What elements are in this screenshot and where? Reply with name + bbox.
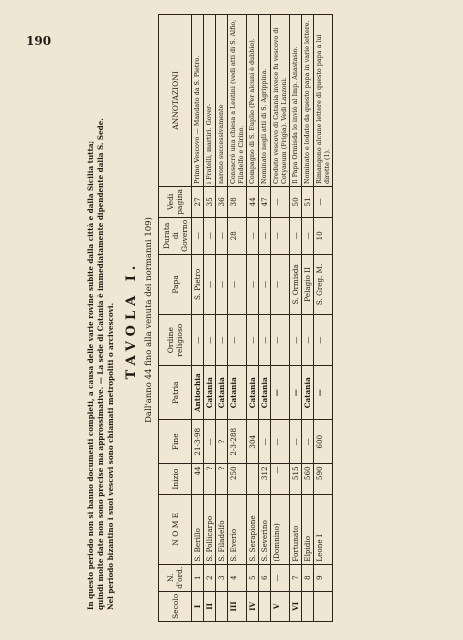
cell-durata: — — [302, 217, 314, 254]
table-body — [192, 15, 333, 622]
cell-patria: Catania — [228, 366, 247, 420]
cell-religioso: — — [216, 314, 228, 365]
cell-nome: S. Serapione — [247, 494, 259, 564]
cell-fine: 304 — [247, 420, 259, 464]
cell-papa: — — [271, 254, 290, 314]
header-secolo: Secolo — [159, 591, 192, 621]
cell-inizio: ? — [204, 464, 216, 494]
cell-religioso: — — [259, 314, 271, 365]
cell-patria: — — [290, 366, 302, 420]
header-annotazioni: ANNOTAZIONI — [159, 15, 192, 187]
cell-fine: ? — [216, 420, 228, 464]
cell-papa: Pelagio II — [302, 254, 314, 314]
cell-papa: — — [247, 254, 259, 314]
cell-pagina: — — [271, 186, 290, 217]
cell-annotazioni: Primo Vescovo — Mandato da S. Pietro. — [192, 15, 204, 187]
cell-patria: Catania — [247, 366, 259, 420]
cell-pagina: 36 — [216, 186, 228, 217]
cell-durata: 10 — [314, 217, 333, 254]
table-row — [290, 15, 302, 622]
cell-patria: Catania — [259, 366, 271, 420]
cell-secolo: I — [192, 591, 204, 621]
cell-durata: — — [290, 217, 302, 254]
cell-papa: — — [259, 254, 271, 314]
intro-line: In questo periodo non si hanno documenti completi, a causa delle varie rovine subite dalla città e dalla Sicilia tutta; — [86, 140, 95, 610]
cell-pagina: 51 — [302, 186, 314, 217]
header-durata: Durata di Governo — [159, 217, 192, 254]
cell-inizio: 590 — [314, 464, 333, 494]
cell-ordine: 9 — [314, 564, 333, 591]
table-row — [228, 15, 247, 622]
cell-secolo: IV — [247, 591, 259, 621]
cell-durata: — — [247, 217, 259, 254]
table-row — [216, 15, 228, 622]
table-row — [271, 15, 290, 622]
cell-pagina: 50 — [290, 186, 302, 217]
intro-line: Nel periodo bizantino i suoi vescovi sono chiamati metropoliti o arcivescovi. — [106, 302, 115, 610]
table-row — [192, 15, 204, 622]
cell-inizio: 312 — [259, 464, 271, 494]
cell-ordine: — — [271, 564, 290, 591]
cell-patria: Catania — [204, 366, 216, 420]
cell-religioso: — — [228, 314, 247, 365]
cell-inizio: 44 — [192, 464, 204, 494]
cell-durata: 28 — [228, 217, 247, 254]
cell-inizio — [247, 464, 259, 494]
cell-religioso: — — [290, 314, 302, 365]
table-title: TAVOLA I. — [124, 260, 139, 380]
cell-religioso: — — [314, 314, 333, 365]
header-papa: Papa — [159, 254, 192, 314]
cell-inizio: 560 — [302, 464, 314, 494]
cell-annotazioni: Nominato negli atti di S. Agrippina. — [259, 15, 271, 187]
cell-ordine: 4 — [228, 564, 247, 591]
cell-inizio: 515 — [290, 464, 302, 494]
table-subtitle: Dall'anno 44 fino alla venuta dei normanni 109) — [144, 217, 154, 423]
cell-papa: S. Greg. M. — [314, 254, 333, 314]
cell-ordine: 8 — [302, 564, 314, 591]
cell-inizio: ? — [216, 464, 228, 494]
cell-annotazioni: Rimangono alcune lettere di questo papa a lui dirette (1). — [314, 15, 333, 187]
cell-secolo — [259, 591, 271, 621]
cell-papa: — — [204, 254, 216, 314]
cell-annotazioni: Creduto vescovo di Catania invece fu vescovo di Cotyaeum (Frigia). Vedi Lanzoni. — [271, 15, 290, 187]
cell-nome: Elpidio — [302, 494, 314, 564]
cell-annotazioni: narono successivamente — [216, 15, 228, 187]
cell-papa: — — [216, 254, 228, 314]
cell-religioso: — — [302, 314, 314, 365]
cell-patria: Catania — [216, 366, 228, 420]
cell-fine: — — [259, 420, 271, 464]
cell-pagina: — — [314, 186, 333, 217]
cell-religioso: — — [271, 314, 290, 365]
cell-durata: — — [192, 217, 204, 254]
cell-fine: — — [204, 420, 216, 464]
cell-patria: Antiochia — [192, 366, 204, 420]
cell-annotazioni: i Fratelli, martiri. Gover- — [204, 15, 216, 187]
cell-religioso: — — [192, 314, 204, 365]
cell-secolo: II — [204, 591, 216, 621]
cell-secolo — [314, 591, 333, 621]
cell-nome: Leone I — [314, 494, 333, 564]
cell-secolo: VI — [290, 591, 302, 621]
cell-fine: 21-3-98 — [192, 420, 204, 464]
table-row — [314, 15, 333, 622]
cell-nome: S. Pollicarpo — [204, 494, 216, 564]
page-number: 190 — [26, 34, 52, 48]
table-row — [302, 15, 314, 622]
cell-secolo — [216, 591, 228, 621]
cell-ordine: 6 — [259, 564, 271, 591]
cell-nome: (Domnino) — [271, 494, 290, 564]
cell-ordine: 2 — [204, 564, 216, 591]
header-religioso: Ordine religioso — [159, 314, 192, 365]
cell-papa: S. Pietro — [192, 254, 204, 314]
cell-secolo — [302, 591, 314, 621]
header-nome: N O M E — [159, 494, 192, 564]
cell-pagina: 47 — [259, 186, 271, 217]
cell-inizio: 250 — [228, 464, 247, 494]
cell-nome: S. Everio — [228, 494, 247, 564]
cell-durata: — — [204, 217, 216, 254]
table-header-row — [159, 15, 192, 622]
cell-patria: — — [314, 366, 333, 420]
cell-papa: — — [228, 254, 247, 314]
cell-nome: S. Filadelfo — [216, 494, 228, 564]
cell-nome: S. Severino — [259, 494, 271, 564]
cell-fine: 600 — [314, 420, 333, 464]
cell-annotazioni: Consacrò una chiesa a Lentini (vedi atti di S. Alfio, Filadelfo e Cirino. — [228, 15, 247, 187]
cell-pagina: 35 — [204, 186, 216, 217]
cell-inizio: — — [271, 464, 290, 494]
intro-text — [86, 50, 116, 610]
cell-fine: — — [302, 420, 314, 464]
cell-papa: S. Ormisda — [290, 254, 302, 314]
cell-patria: Catania — [302, 366, 314, 420]
cell-annotazioni: Nominato e lodato da questo papa in varie lettere. — [302, 15, 314, 187]
cell-durata: — — [216, 217, 228, 254]
intro-line: quindi molte date non sono precise ma approssimative. — La sede di Catania è immediatamente dipendente dalla S. Sede. — [96, 118, 105, 610]
cell-pagina: 27 — [192, 186, 204, 217]
cell-ordine: 7 — [290, 564, 302, 591]
cell-fine: — — [271, 420, 290, 464]
cell-fine: — — [290, 420, 302, 464]
cell-secolo: V — [271, 591, 290, 621]
cell-annotazioni: Il Papa Ormisda lo inviò al Imp. Anastasio. — [290, 15, 302, 187]
cell-ordine: 1 — [192, 564, 204, 591]
cell-annotazioni: Compagno di S. Euplio (Per alcuni è dubbio). — [247, 15, 259, 187]
header-fine: Fine — [159, 420, 192, 464]
header-ordine: N. d'ord. — [159, 564, 192, 591]
cell-nome: Fortunato — [290, 494, 302, 564]
header-pagina: Vedi pagina — [159, 186, 192, 217]
cell-ordine: 3 — [216, 564, 228, 591]
cell-religioso: — — [204, 314, 216, 365]
header-inizio: Inizio — [159, 464, 192, 494]
cell-religioso: — — [247, 314, 259, 365]
cell-ordine: 5 — [247, 564, 259, 591]
cell-patria: — — [271, 366, 290, 420]
cell-durata: — — [259, 217, 271, 254]
header-patria: Patria — [159, 366, 192, 420]
bishops-table — [158, 14, 333, 622]
table-row — [204, 15, 216, 622]
cell-secolo: III — [228, 591, 247, 621]
table-row — [259, 15, 271, 622]
cell-fine: 2-3-288 — [228, 420, 247, 464]
table-row — [247, 15, 259, 622]
cell-nome: S. Berillo — [192, 494, 204, 564]
cell-pagina: 44 — [247, 186, 259, 217]
cell-pagina: 38 — [228, 186, 247, 217]
cell-durata: — — [271, 217, 290, 254]
